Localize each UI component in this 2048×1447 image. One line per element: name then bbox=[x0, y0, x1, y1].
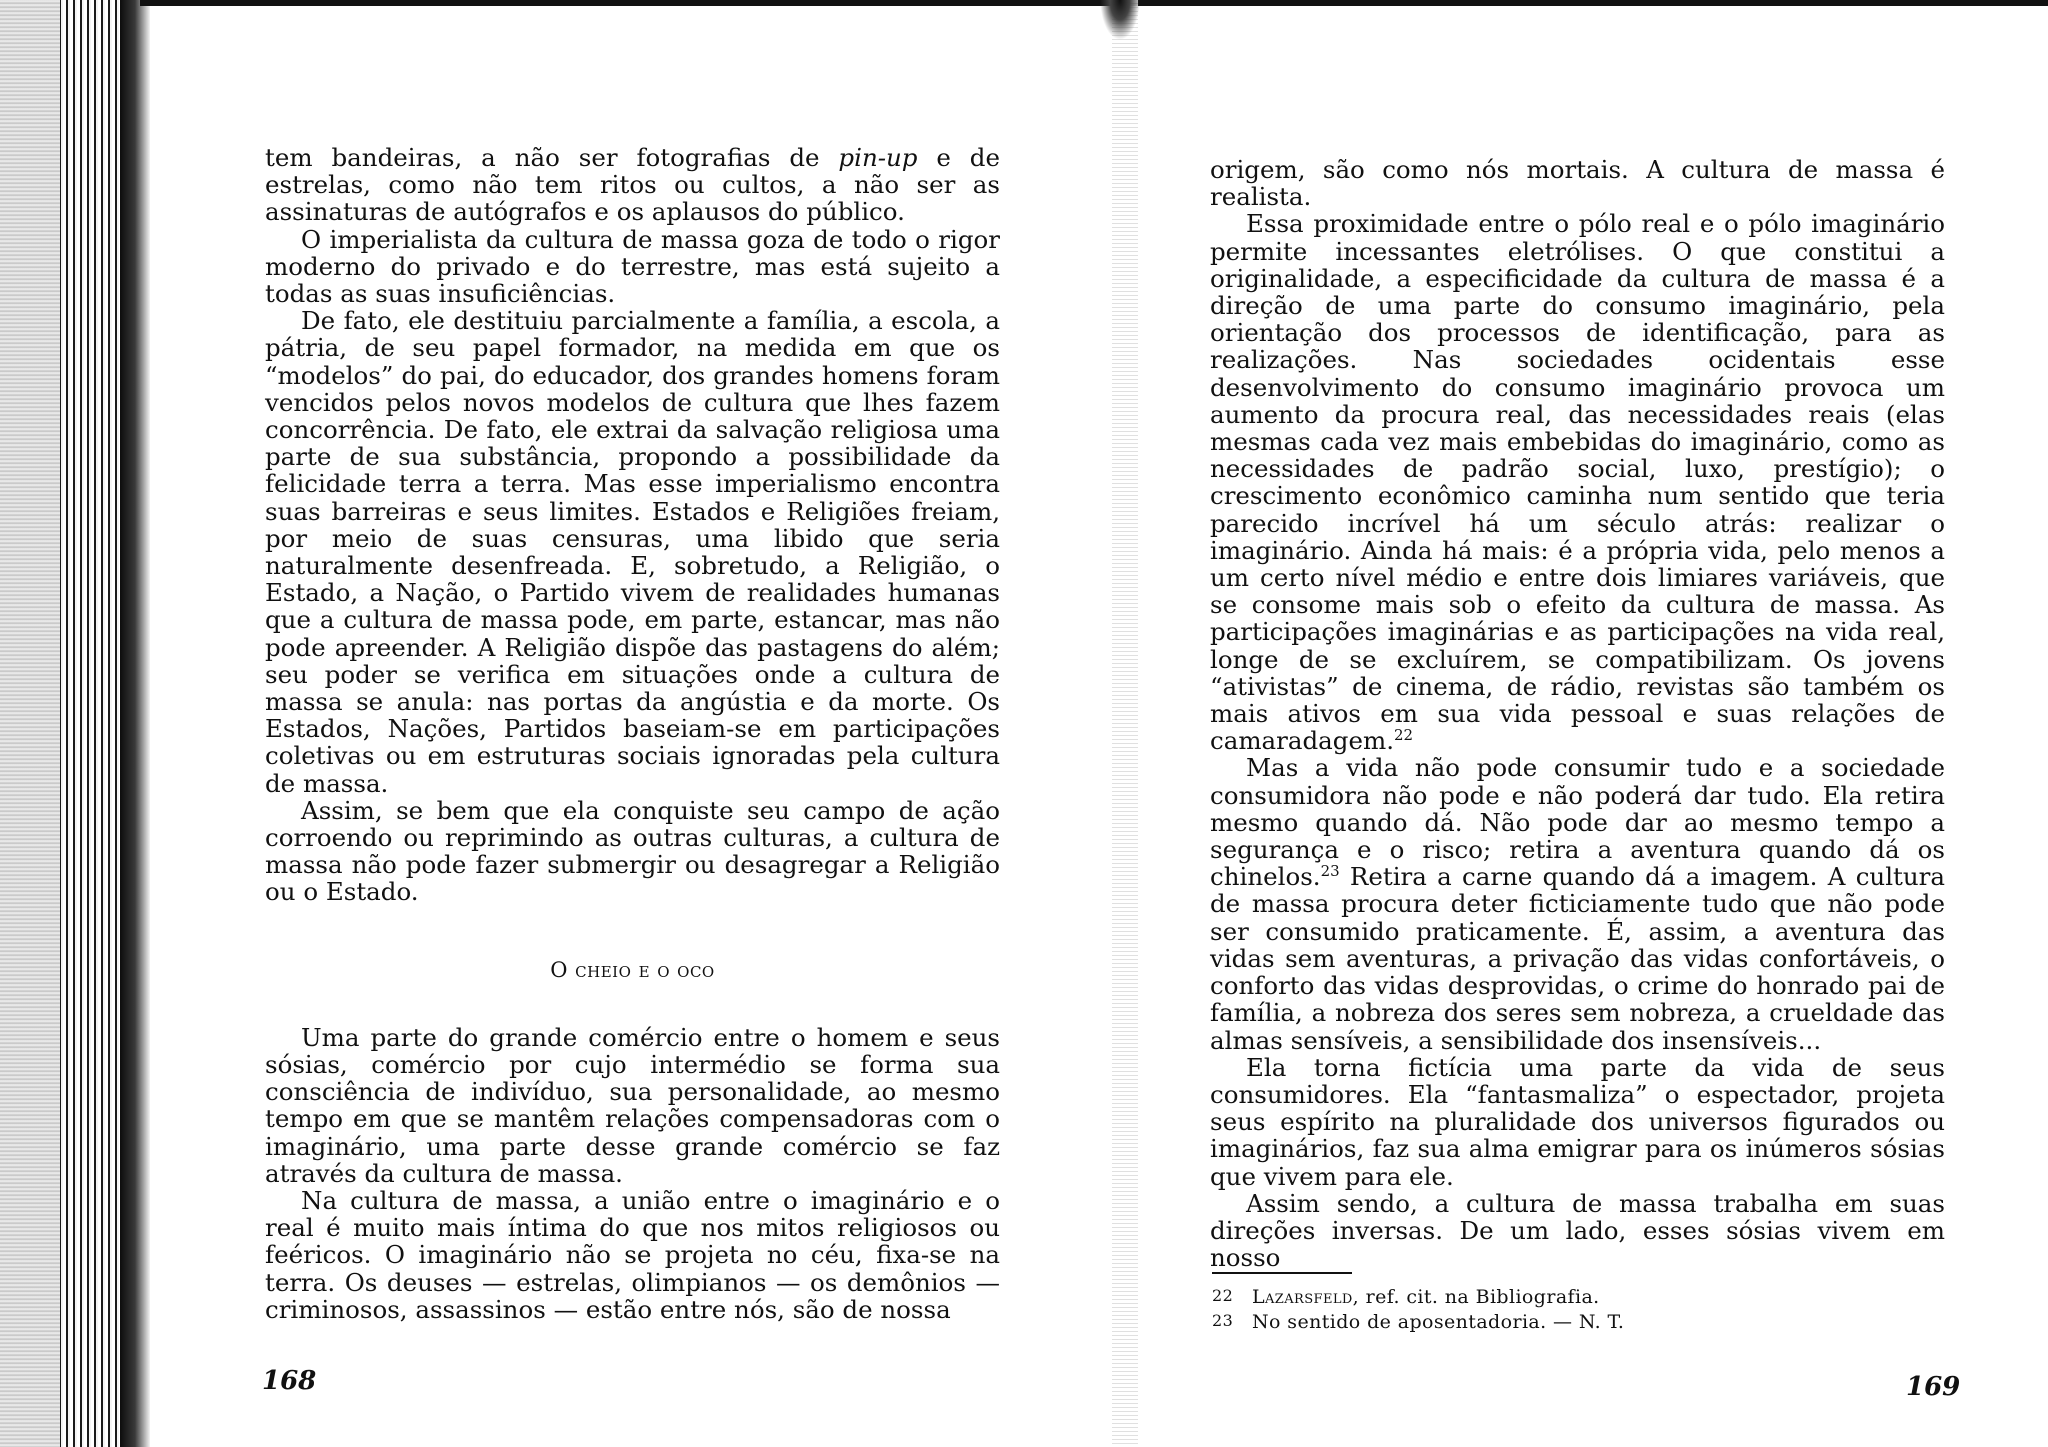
footnote bbox=[1212, 1284, 1947, 1309]
paragraph bbox=[265, 797, 1000, 906]
paragraph bbox=[265, 1024, 1000, 1187]
footnote-number: 23 bbox=[1212, 1311, 1234, 1330]
paragraph bbox=[1210, 156, 1945, 210]
footnote bbox=[1212, 1309, 1947, 1334]
book-edge-shadow bbox=[0, 0, 60, 1447]
paragraph bbox=[265, 307, 1000, 797]
paragraph bbox=[265, 1187, 1000, 1323]
text-run: Ela torna fictícia uma parte da vida de seus consumidores. Ela “fantasmaliza” o espectador, projeta seus espírito na pluralidade dos universos figurados ou imaginários, faz sua alma emigrar para os inúmeros sósias que vivem para ele. bbox=[1210, 1052, 1945, 1191]
paragraph bbox=[1210, 754, 1945, 1053]
footnote-author: Lazarsfeld, bbox=[1252, 1286, 1360, 1308]
text-run: origem, são como nós mortais. A cultura de massa é realista. bbox=[1210, 155, 1945, 212]
paragraph bbox=[1210, 210, 1945, 754]
text-run: De fato, ele destituiu parcialmente a família, a escola, a pátria, de seu papel formador, na medida em que os “modelos” do pai, do educador, dos grandes homens foram vencidos pelos novos modelos de cultura que lhes fazem concorrência. De fato, ele extrai da salvação religiosa uma parte de sua substância, propondo a possibilidade da felicidade terra a terra. Mas esse imperialismo encontra suas barreiras e seus limites. Estados e Religiões freiam, por meio de suas censuras, uma libido que seria naturalmente desenfreada. E, sobretudo, a Religião, o Estado, a Nação, o Partido vivem de realidades humanas que a cultura de massa pode, em parte, estancar, mas não pode apreender. A Religião dispõe das pastagens do além; seu poder se verifica em situações onde a cultura de massa se anula: nas portas da angústia e da morte. Os Estados, Nações, Partidos baseiam-se em participações coletivas ou em estruturas sociais ignoradas pela cultura de massa. bbox=[265, 306, 1000, 798]
scan-top-edge bbox=[140, 0, 2048, 6]
book-spine-shadow bbox=[120, 0, 150, 1447]
footnote-text: ref. cit. na Bibliografia. bbox=[1359, 1286, 1600, 1308]
text-run: Assim, se bem que ela conquiste seu campo de ação corroendo ou reprimindo as outras culturas, a cultura de massa não pode fazer submergir ou desagregar a Religião ou o Estado. bbox=[265, 795, 1000, 907]
footnote-number: 22 bbox=[1212, 1286, 1234, 1305]
text-run: e de estrelas, como não tem ritos ou cultos, a não ser as assinaturas de autógrafos e os aplausos do público. bbox=[265, 143, 1000, 227]
text-run: Na cultura de massa, a união entre o imaginário e o real é muito mais íntima do que nos mitos religiosos ou feéricos. O imaginário não se projeta no céu, fixa-se na terra. Os deuses — estrelas, olimpianos — os demônios — criminosos, assassinos — estão entre nós, são de nossa bbox=[265, 1185, 1000, 1324]
text-run: Essa proximidade entre o pólo real e o pólo imaginário permite incessantes eletrólises. O que constitui a originalidade, a especificidade da cultura de massa é a direção de uma parte do consumo imaginário, pela orientação dos processos de identificação, para as realizações. Nas sociedades ocidentais esse desenvolvimento do consumo imaginário provoca um aumento da procura real, das necessidades reais (elas mesmas cada vez mais embebidas do imaginário, como as necessidades de padrão social, luxo, prestígio); o crescimento econômico caminha num sentido que teria parecido incrível há um século atrás: realizar o imaginário. Ainda há mais: é a própria vida, pelo menos a um certo nível médio e entre dois limiares variáveis, que se consome mais sob o efeito da cultura de massa. As participações imaginárias e as participações na vida real, longe de se excluírem, se compatibilizam. Os jovens “ativistas” de cinema, de rádio, revistas são também os mais ativos em sua vida pessoal e suas relações de camaradagem. bbox=[1210, 209, 1945, 756]
footnote-ref: 23 bbox=[1320, 862, 1340, 881]
text-run: O imperialista da cultura de massa goza de todo o rigor moderno do privado e do terrestre, mas está sujeito a todas as suas insuficiências. bbox=[265, 224, 1000, 309]
text-run: Retira a carne quando dá a imagem. A cultura de massa procura deter ficticiamente tudo que não pode ser consumido praticamente. É, assim, a aventura das vidas sem aventuras, a privação das vidas confortáveis, o conforto das vidas desprovidas, o crime do honrado pai de família, a nobreza dos seres sem nobreza, a crueldade das almas sensíveis, a sensibilidade dos insensíveis... bbox=[1210, 862, 1945, 1055]
left-page-body bbox=[265, 144, 1000, 906]
right-page-body bbox=[1210, 156, 1945, 1271]
footnote-text: No sentido de aposentadoria. — N. T. bbox=[1252, 1311, 1625, 1333]
page-number-right: 169 bbox=[1906, 1372, 1961, 1402]
paragraph bbox=[265, 144, 1000, 226]
footnotes bbox=[1212, 1272, 1947, 1334]
section-title: O cheio e o oco bbox=[550, 957, 715, 982]
left-page-section-body bbox=[265, 1024, 1000, 1323]
gutter-shadow bbox=[1100, 0, 1140, 40]
page-number-left: 168 bbox=[262, 1366, 317, 1396]
footnote-rule bbox=[1212, 1272, 1352, 1274]
text-run: Uma parte do grande comércio entre o homem e seus sósias, comércio por cujo intermédio se forma sua consciência de indivíduo, sua personalidade, ao mesmo tempo em que se mantêm relações compensadoras com o imaginário, uma parte desse grande comércio se faz através da cultura de massa. bbox=[265, 1022, 1000, 1188]
footnote-ref: 22 bbox=[1393, 726, 1414, 745]
paragraph bbox=[265, 226, 1000, 308]
text-run: Mas a vida não pode consumir tudo e a sociedade consumidora não pode e não poderá dar tudo. Ela retira mesmo quando dá. Não pode dar ao mesmo tempo a segurança e o risco; retira a aventura quando dá os chinelos. bbox=[1210, 753, 1945, 892]
emphasis: pin-up bbox=[838, 143, 918, 172]
paragraph bbox=[1210, 1190, 1945, 1272]
book-gutter bbox=[1112, 0, 1138, 1447]
paragraph bbox=[1210, 1054, 1945, 1190]
left-page bbox=[265, 144, 1000, 1323]
text-run: tem bandeiras, a não ser fotografias de bbox=[265, 143, 839, 172]
right-page bbox=[1210, 156, 1945, 1271]
text-run: Assim sendo, a cultura de massa trabalha em suas direções inversas. De um lado, esses sósias vivem em nosso bbox=[1210, 1188, 1945, 1273]
